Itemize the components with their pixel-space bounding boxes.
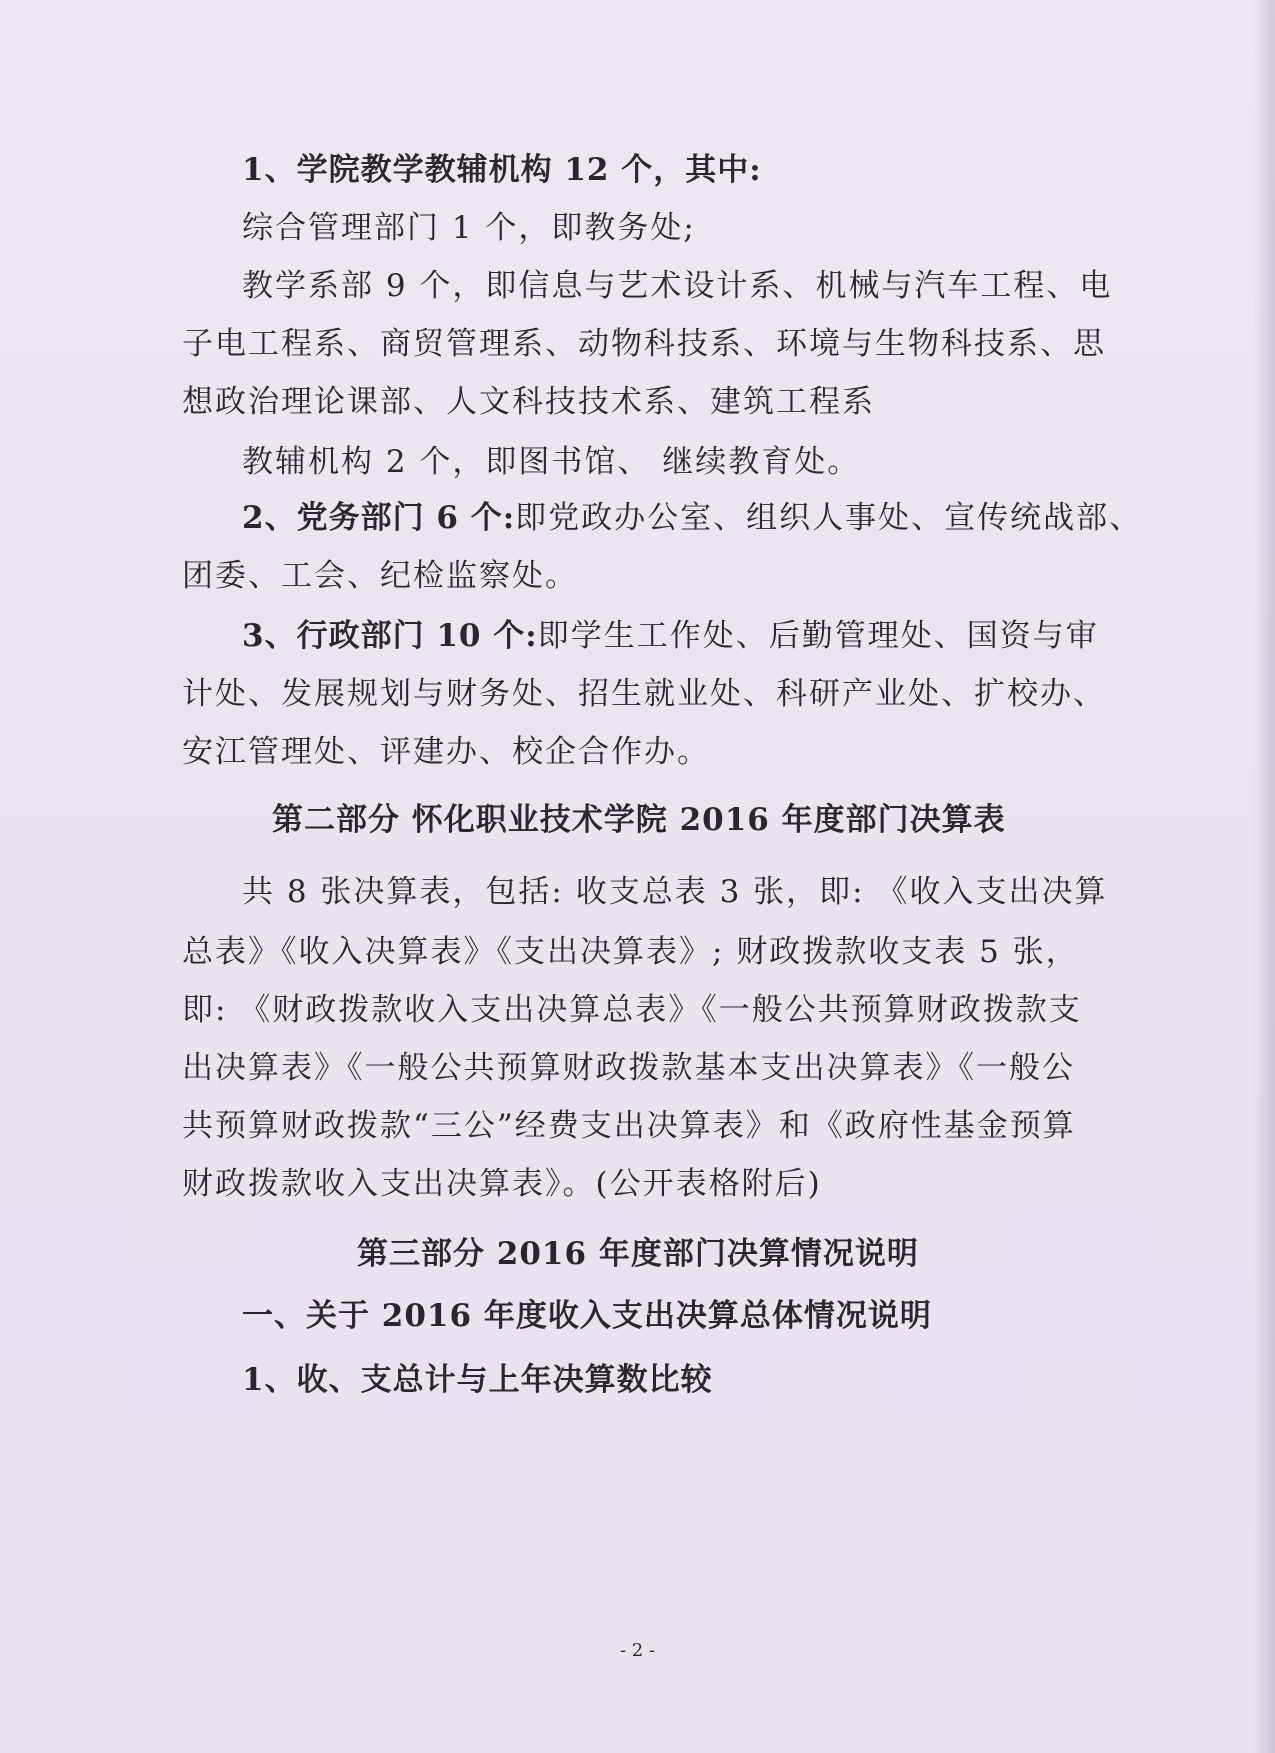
section1-line-1: 1、学院教学教辅机构 12 个，其中: — [242, 152, 762, 188]
page-number: - 2 - — [619, 1640, 656, 1661]
part2-line-6: 财政拨款收入支出决算表》。(公开表格附后) — [182, 1166, 822, 1202]
part2-line-3: 即: 《财政拨款收入支出决算总表》《一般公共预算财政拨款支 — [182, 992, 1082, 1028]
part2-heading: 第二部分 怀化职业技术学院 2016 年度部门决算表 — [272, 802, 1006, 838]
section2-line1-text: 即党政办公室、组织人事处、宣传统战部、 — [515, 500, 1143, 536]
section1-line-5: 想政治理论课部、人文科技技术系、建筑工程系 — [182, 384, 875, 420]
section2-bold-label: 2、党务部门 6 个: — [242, 500, 516, 536]
scan-edge-shadow — [1253, 0, 1275, 1753]
part3-heading: 第三部分 2016 年度部门决算情况说明 — [357, 1236, 919, 1272]
part2-line-2: 总表》《收入决算表》《支出决算表》; 财政拨款收支表 5 张， — [182, 934, 1079, 970]
section3-line-2: 计处、发展规划与财务处、招生就业处、科研产业处、扩校办、 — [182, 676, 1106, 712]
section3-line1-text: 即学生工作处、后勤管理处、国资与审 — [537, 618, 1099, 654]
section3-line-3: 安江管理处、评建办、校企合作办。 — [182, 734, 710, 770]
part2-line-4: 出决算表》《一般公共预算财政拨款基本支出决算表》《一般公 — [182, 1050, 1075, 1086]
section1-line-3: 教学系部 9 个，即信息与艺术设计系、机械与汽车工程、电 — [242, 268, 1113, 304]
part2-line-1: 共 8 张决算表，包括: 收支总表 3 张，即: 《收入支出决算 — [242, 874, 1108, 910]
section2-line-2: 团委、工会、纪检监察处。 — [182, 558, 578, 594]
part3-subheading-2: 1、收、支总计与上年决算数比较 — [242, 1362, 713, 1398]
section3-bold-label: 3、行政部门 10 个: — [242, 618, 538, 654]
section1-line-6: 教辅机构 2 个，即图书馆、 继续教育处。 — [242, 444, 861, 480]
section1-line-4: 子电工程系、商贸管理系、动物科技系、环境与生物科技系、思 — [182, 326, 1106, 362]
part3-subheading-1: 一、关于 2016 年度收入支出决算总体情况说明 — [242, 1298, 932, 1334]
section2-line-1 — [242, 498, 1142, 538]
section1-line-2: 综合管理部门 1 个，即教务处; — [242, 210, 696, 246]
part2-line-5: 共预算财政拨款“三公”经费支出决算表》和《政府性基金预算 — [182, 1108, 1076, 1144]
section3-line-1 — [242, 616, 1099, 656]
